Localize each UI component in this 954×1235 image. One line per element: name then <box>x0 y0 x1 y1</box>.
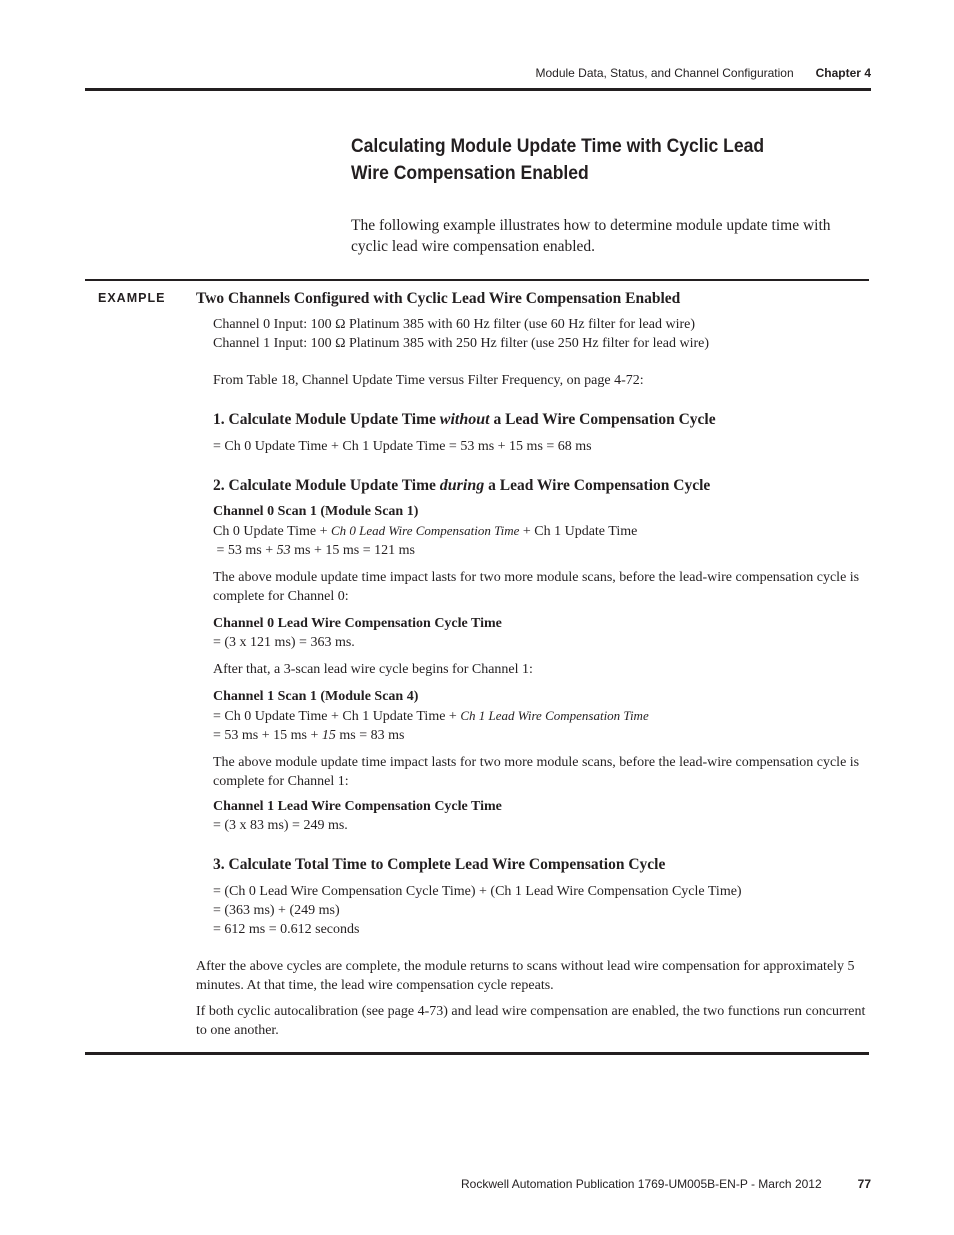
step-2-suffix: a Lead Wire Compensation Cycle <box>484 477 711 494</box>
input-line: Channel 0 Input: 100 Ω Platinum 385 with 60 Hz filter (use 60 Hz filter for lead wire) <box>213 317 696 332</box>
ch1-scan-line-1 <box>213 706 868 726</box>
formula-text: + Ch 1 Update Time <box>519 524 638 539</box>
ch0-scan-line-1 <box>213 521 868 541</box>
step-1-formula: = Ch 0 Update Time + Ch 1 Update Time = 53 ms + 15 ms = 68 ms <box>213 439 592 454</box>
ch1-cycle-title: Channel 1 Lead Wire Compensation Cycle Time <box>213 799 502 814</box>
ch0-scan-block <box>196 502 868 560</box>
closing-paragraph-1: After the above cycles are complete, the module returns to scans without lead wire compensation for approximately 5 minutes. At that time, the lead wire compensation cycle repeats. <box>196 959 855 993</box>
ch1-scan-title: Channel 1 Scan 1 (Module Scan 4) <box>213 689 419 704</box>
step-2-prefix: 2. Calculate Module Update Time <box>213 477 440 494</box>
formula-text: Ch 0 Update Time + <box>213 524 331 539</box>
from-table-text: From Table 18, Channel Update Time versus Filter Frequency, on page 4-72: <box>213 373 644 388</box>
formula-text: ms = 83 ms <box>335 728 405 743</box>
example-label: EXAMPLE <box>98 291 166 305</box>
formula-text: = Ch 0 Update Time + Ch 1 Update Time + <box>213 709 461 724</box>
example-box <box>196 288 868 1040</box>
ch0-cycle-block <box>196 614 868 652</box>
ch0-scan-line-2 <box>213 541 868 560</box>
formula-text: = 53 ms + 15 ms + <box>213 728 322 743</box>
ch0-scan-title: Channel 0 Scan 1 (Module Scan 1) <box>213 504 419 519</box>
intro-paragraph: The following example illustrates how to determine module update time with cyclic lead wire compensation enabled. <box>351 217 831 255</box>
example-inputs <box>196 315 868 353</box>
header-chapter: Chapter 4 <box>815 66 871 80</box>
footer-publication: Rockwell Automation Publication 1769-UM005B-EN-P - March 2012 <box>461 1177 822 1191</box>
formula-text: ms + 15 ms = 121 ms <box>290 543 415 558</box>
step-1-suffix: a Lead Wire Compensation Cycle <box>489 411 716 428</box>
ch1-scan-line-2 <box>213 726 868 745</box>
example-title: Two Channels Configured with Cyclic Lead Wire Compensation Enabled <box>196 290 681 307</box>
formula-italic: Ch 0 Lead Wire Compensation Time <box>330 523 520 538</box>
step-1-emphasis: without <box>439 411 490 428</box>
example-bottom-rule <box>85 1052 869 1055</box>
section-title: Calculating Module Update Time with Cyclic Lead Wire Compensation Enabled <box>351 135 765 184</box>
step-2-heading <box>196 475 868 496</box>
page-number: 77 <box>857 1177 871 1191</box>
formula-line: = (Ch 0 Lead Wire Compensation Cycle Time) + (Ch 1 Lead Wire Compensation Cycle Time) <box>213 884 742 899</box>
formula-italic: 15 <box>321 728 336 743</box>
header-rule <box>85 88 871 91</box>
example-top-rule <box>85 279 869 281</box>
formula-line: = (363 ms) + (249 ms) <box>213 903 340 918</box>
formula-italic: 53 <box>276 543 291 558</box>
step-1-heading <box>196 409 868 430</box>
step-3-heading: 3. Calculate Total Time to Complete Lead Wire Compensation Cycle <box>213 856 666 873</box>
ch1-cycle-value: = (3 x 83 ms) = 249 ms. <box>213 818 348 833</box>
closing-paragraph-2: If both cyclic autocalibration (see page 4-73) and lead wire compensation are enabled, the two functions run concurrent to one another. <box>196 1004 866 1038</box>
formula-text: = 53 ms + <box>213 543 277 558</box>
formula-line: = 612 ms = 0.612 seconds <box>213 922 360 937</box>
running-header <box>85 66 871 80</box>
after-text: After that, a 3-scan lead wire cycle begins for Channel 1: <box>213 662 533 677</box>
page-footer <box>85 1177 871 1191</box>
step-1-prefix: 1. Calculate Module Update Time <box>213 411 440 428</box>
ch0-cycle-title: Channel 0 Lead Wire Compensation Cycle Time <box>213 616 502 631</box>
ch0-cycle-value: = (3 x 121 ms) = 363 ms. <box>213 635 355 650</box>
header-section-title: Module Data, Status, and Channel Configuration <box>535 66 794 80</box>
step-2-emphasis: during <box>439 477 485 494</box>
input-line: Channel 1 Input: 100 Ω Platinum 385 with 250 Hz filter (use 250 Hz filter for lead wire) <box>213 336 710 351</box>
note-ch0: The above module update time impact lasts for two more module scans, before the lead-wire compensation cycle is complete for Channel 0: <box>213 570 860 604</box>
note-ch1: The above module update time impact lasts for two more module scans, before the lead-wire compensation cycle is complete for Channel 1: <box>213 755 860 789</box>
step-3-formula <box>196 882 868 939</box>
ch1-cycle-block <box>196 797 868 835</box>
ch1-scan-block <box>196 687 868 745</box>
formula-italic: Ch 1 Lead Wire Compensation Time <box>460 708 649 723</box>
